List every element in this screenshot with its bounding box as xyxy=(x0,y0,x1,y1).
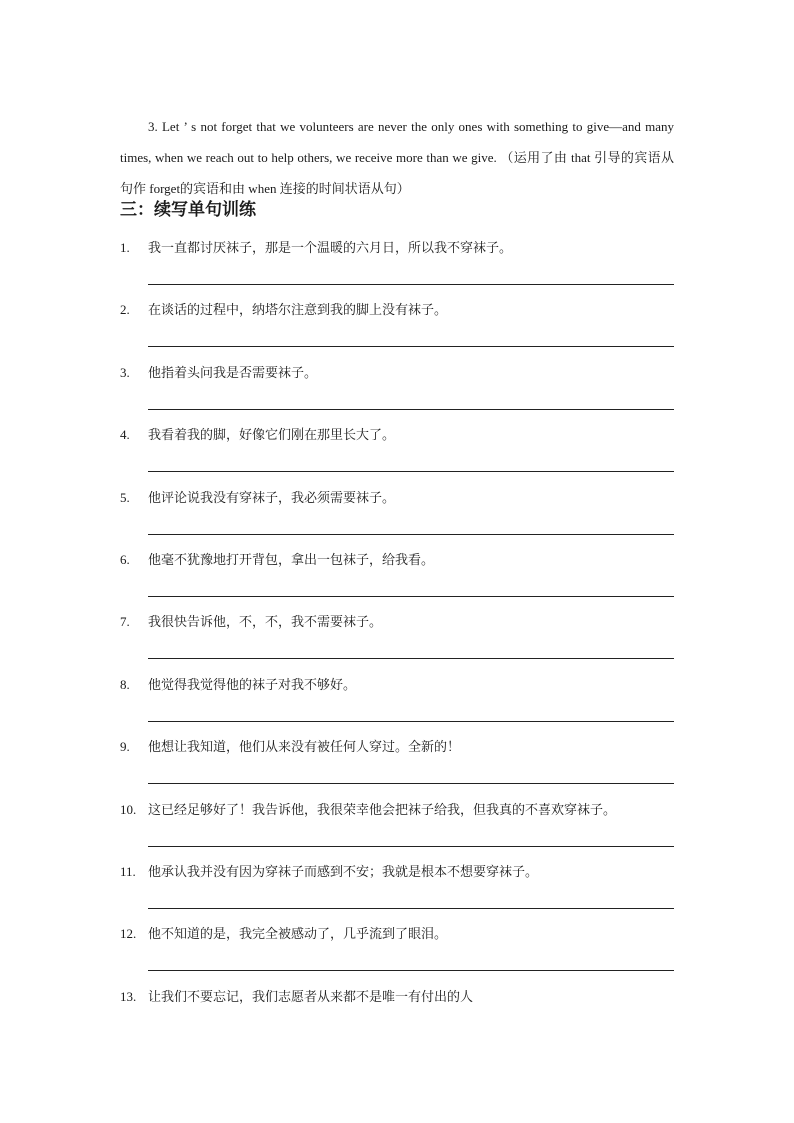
item-number: 8. xyxy=(120,676,130,692)
item-number: 11. xyxy=(120,864,136,879)
answer-line[interactable] xyxy=(148,846,674,847)
exercise-item xyxy=(120,612,674,674)
answer-line[interactable] xyxy=(148,658,674,659)
answer-line[interactable] xyxy=(148,284,674,285)
item-prompt: 他承认我并没有因为穿袜子而感到不安；我就是根本不想要穿袜子。 xyxy=(148,864,539,879)
exercise-item xyxy=(120,987,674,1049)
item-number: 4. xyxy=(120,427,130,443)
item-number: 1. xyxy=(120,240,130,255)
item-prompt: 我一直都讨厌袜子，那是一个温暖的六月日，所以我不穿袜子。 xyxy=(148,240,513,255)
item-prompt: 他指着头问我是否需要袜子。 xyxy=(148,364,318,380)
item-prompt: 让我们不要忘记，我们志愿者从来都不是唯一有付出的人 xyxy=(148,988,474,1004)
item-number: 5. xyxy=(120,489,130,505)
item-prompt: 他不知道的是，我完全被感动了，几乎流到了眼泪。 xyxy=(148,926,448,942)
item-prompt: 他毫不犹豫地打开背包，拿出一包袜子，给我看。 xyxy=(148,552,435,567)
item-prompt: 他想让我知道，他们从来没有被任何人穿过。全新的！ xyxy=(148,739,461,755)
item-prompt: 我看着我的脚，好像它们刚在那里长大了。 xyxy=(148,427,396,443)
item-number: 9. xyxy=(120,739,130,755)
answer-line[interactable] xyxy=(148,346,674,347)
answer-line[interactable] xyxy=(148,783,674,784)
answer-line[interactable] xyxy=(148,471,674,472)
exercise-item xyxy=(120,238,674,300)
answer-line[interactable] xyxy=(148,596,674,597)
item-prompt: 他评论说我没有穿袜子，我必须需要袜子。 xyxy=(148,489,396,505)
item-prompt: 他觉得我觉得他的袜子对我不够好。 xyxy=(148,676,357,692)
exercise-item xyxy=(120,363,674,425)
item-number: 12. xyxy=(120,926,137,942)
item-number: 2. xyxy=(120,302,130,318)
exercise-item xyxy=(120,300,674,362)
answer-line[interactable] xyxy=(148,721,674,722)
answer-line[interactable] xyxy=(148,409,674,410)
exercise-item xyxy=(120,425,674,487)
exercise-item xyxy=(120,550,674,612)
item-number: 13. xyxy=(120,988,137,1004)
exercise-item xyxy=(120,488,674,550)
item-number: 6. xyxy=(120,552,130,567)
exercise-item xyxy=(120,862,674,924)
item-number: 3. xyxy=(120,364,130,380)
exercise-item xyxy=(120,737,674,799)
item-prompt: 这已经足够好了！我告诉他，我很荣幸他会把袜子给我，但我真的不喜欢穿袜子。 xyxy=(148,801,617,817)
answer-line[interactable] xyxy=(148,534,674,535)
section-heading: 三：续写单句训练 xyxy=(120,200,256,220)
item-number: 7. xyxy=(120,614,130,630)
answer-line[interactable] xyxy=(148,908,674,909)
item-prompt: 我很快告诉他，不，不，我不需要袜子。 xyxy=(148,614,383,630)
example-sentence: 3. Let ’ s not forget that we volunteers are never the only ones with something to give—and many times, when we reach out to help others, we receive more than we give. （运用了由 that 引导的宾语从句作 forget的宾语和由 when 连接的时间状语从句） xyxy=(120,119,674,196)
answer-line[interactable] xyxy=(148,970,674,971)
exercise-item xyxy=(120,924,674,986)
item-number: 10. xyxy=(120,801,137,817)
exercise-item xyxy=(120,800,674,862)
item-prompt: 在谈话的过程中，纳塔尔注意到我的脚上没有袜子。 xyxy=(148,302,448,318)
exercise-item xyxy=(120,675,674,737)
